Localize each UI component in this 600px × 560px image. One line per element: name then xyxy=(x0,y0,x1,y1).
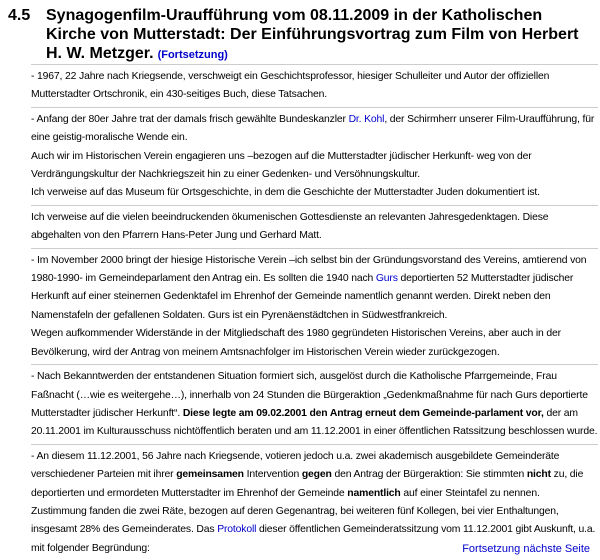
paragraph-3: Ich verweise auf die vielen beeindruckenden ökumenischen Gottesdienste an relevanten Jahresgedenktagen. Diese abgehalten von den Pfarrern Hans-Peter Jung und Gerhard Matt. xyxy=(31,211,549,242)
paragraph-5-text-b: der am 20.11.2001 im Kulturausschuss nichtöffentlich beraten und am 11.12.2001 in einer öffentlichen Ratssitzung beschlossen wurde. xyxy=(31,407,598,438)
paragraph-6-bold-1: gemeinsamen xyxy=(176,469,244,481)
paragraph-4-text-c: Wegen aufkommender Widerstände in der Mitgliedschaft des 1980 gegründeten Historischen Vereins, aber auch in der Bevölkerung, wird der Antrag von meinem Amtsnachfolger im Historischen Verein wieder zurückgezogen. xyxy=(31,328,561,358)
divider xyxy=(31,364,598,365)
paragraph-4-text-a: - Im November 2000 bringt der hiesige Historische Verein –ich selbst bin der Gründungsvorstand des Vereins, amtierend von 1980-1990- im Gemeindeparlament den Antrag ein. Es sollten die 1940 nach xyxy=(31,254,587,285)
paragraph-4 xyxy=(31,252,598,362)
divider xyxy=(31,248,598,249)
paragraph-2 xyxy=(31,111,598,203)
section-title-block xyxy=(46,6,586,65)
paragraph-6-bold-4: namentlich xyxy=(347,487,401,499)
section-number: 4.5 xyxy=(8,7,31,24)
protokoll-link[interactable]: Protokoll xyxy=(217,524,257,536)
article-body xyxy=(31,62,598,558)
paragraph-5-bold: Diese legte am 09.02.2001 den Antrag erneut dem Gemeinde-parlament vor, xyxy=(182,407,544,419)
paragraph-6-bold-3: nicht xyxy=(526,469,551,481)
divider xyxy=(31,107,598,108)
continuation-link[interactable]: (Fortsetzung) xyxy=(157,49,228,61)
paragraph-2-text-b: , der Schirmherr unserer Film-Uraufführung, für eine geistig-moralische Wende ein. xyxy=(31,113,595,144)
paragraph-6-text-e: auf einer Steintafel zu nennen. Zustimmung fanden die zwei Räte, bezogen auf deren Gegenantrag, bei weiteren fünf Kollegen, bei vier Enthaltungen, insgesamt 28% des Gemeinderates. Das xyxy=(31,487,559,536)
paragraph-6-text-f: dieser öffentlichen Gemeinderatssitzung vom 11.12.2001 gibt Auskunft, u.a. mit folgender Begründung: xyxy=(31,524,596,554)
paragraph-5-text-a: - Nach Bekanntwerden der entstandenen Situation formiert sich, ausgelöst durch die Katholische Pfarrgemeinde, Frau Faßnacht (…wie es weitergehe…), innerhalb von 24 Stunden die Bürgeraktion „Gedenkmaßnahme für nach Gurs deportierte Mutterstadter jüdischer Herkunft“. xyxy=(31,371,588,419)
paragraph-6-bold-2: gegen xyxy=(301,469,332,481)
paragraph-2-text-a: - Anfang der 80er Jahre trat der damals frisch gewählte Bundeskanzler xyxy=(31,113,349,125)
paragraph-1: - 1967, 22 Jahre nach Kriegsende, verschweigt ein Geschichtsprofessor, hiesiger Schulleiter und Autor der offiziellen Mutterstadter Ortschronik, ein 430-seitiges Buch, diese Tatsachen. xyxy=(31,71,550,101)
section-title: Synagogenfilm-Uraufführung vom 08.11.2009 in der Katholischen Kirche von Mutterstadt: Der Einführungsvortrag zum Film von Herbert H. W. Metzger. xyxy=(46,7,579,62)
paragraph-6-text-d: zu, die deportierten und ermordeten Mutterstadter im Ehrenhof der Gemeinde xyxy=(31,469,584,499)
divider xyxy=(31,444,598,445)
paragraph-6 xyxy=(31,448,598,558)
paragraph-4-text-b: deportierten 52 Mutterstadter jüdischer Herkunft auf einer steinernen Gedenktafel im Ehrenhof der Gemeinde namentlich genannt werden. Direkt neben den Namenstafeln der gefallenen Soldaten. Gurs ist ein Pyrenäenstädtchen in Südwestfrankreich. xyxy=(31,273,574,321)
paragraph-5 xyxy=(31,368,598,442)
kohl-link[interactable]: Dr. Kohl xyxy=(348,113,385,125)
paragraph-2-text-c: Auch wir im Historischen Verein engagieren uns –bezogen auf die Mutterstadter jüdischer Herkunft- weg von der Verdrängungskultur der Nachkriegszeit hin zu einer Gedenken- und Versöhnungskultur. xyxy=(31,150,532,181)
section-heading xyxy=(8,6,594,65)
divider xyxy=(31,205,598,206)
divider xyxy=(31,64,598,65)
paragraph-6-text-b: Intervention xyxy=(243,469,302,481)
gurs-link[interactable]: Gurs xyxy=(375,273,398,285)
next-page-link[interactable]: Fortsetzung nächste Seite xyxy=(462,543,590,555)
paragraph-2-text-d: Ich verweise auf das Museum für Ortsgeschichte, in dem die Geschichte der Mutterstadter Juden dokumentiert ist. xyxy=(31,187,540,199)
paragraph-6-text-a: - An diesem 11.12.2001, 56 Jahre nach Kriegsende, votieren jedoch u.a. zwei akademisch ausgebildete Gemeinderäte verschiedener Parteien mit ihrer xyxy=(31,450,560,481)
paragraph-6-text-c: den Antrag der Bürgeraktion: Sie stimmten xyxy=(331,469,527,481)
